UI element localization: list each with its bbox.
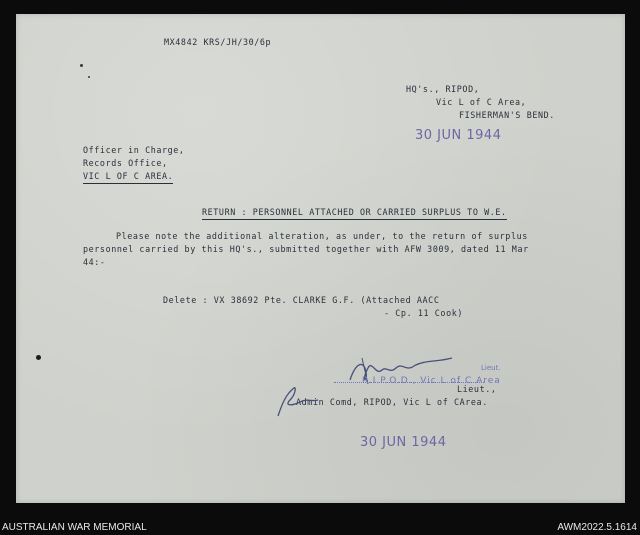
recipient-line: Records Office, [83,158,168,168]
rubber-stamp-line: R.I.P.O.D., Vic L of C Area [362,376,501,386]
sender-address-line: FISHERMAN'S BEND. [459,110,555,120]
delete-line: - Cp. 11 Cook) [384,308,463,318]
body-line: 44:- [83,257,106,267]
signature-lower [272,380,322,420]
ink-speck [80,64,83,67]
sender-address-line: HQ's., RIPOD, [406,84,480,94]
file-reference: MX4842 KRS/JH/30/6p [164,37,272,47]
subject-heading: RETURN : PERSONNEL ATTACHED OR CARRIED SURPLUS TO W.E. [202,206,507,220]
body-line: personnel carried by this HQ's., submitted together with AFW 3009, dated 11 Mar [83,244,529,254]
ink-speck [88,76,90,78]
date-stamp-bottom: 30 JUN 1944 [360,435,447,450]
footer-institution: AUSTRALIAN WAR MEMORIAL [2,522,147,533]
punch-mark [36,355,41,360]
footer-accession-number: AWM2022.5.1614 [557,522,637,533]
signature-rank: Lieut., [457,384,497,394]
recipient-line: Officer in Charge, [83,145,185,155]
date-stamp-top: 30 JUN 1944 [415,128,502,143]
delete-line: Delete : VX 38692 Pte. CLARKE G.F. (Attached AACC [163,295,440,305]
document-page [16,14,625,503]
sender-address-line: Vic L of C Area, [436,97,527,107]
signature-title-line: Admin Comd, RIPOD, Vic L of CArea. [296,397,488,407]
body-line: Please note the additional alteration, as under, to the return of surplus [116,231,528,241]
rubber-stamp-rank: Lieut. [481,364,501,372]
recipient-line: VIC L OF C AREA. [83,170,173,184]
